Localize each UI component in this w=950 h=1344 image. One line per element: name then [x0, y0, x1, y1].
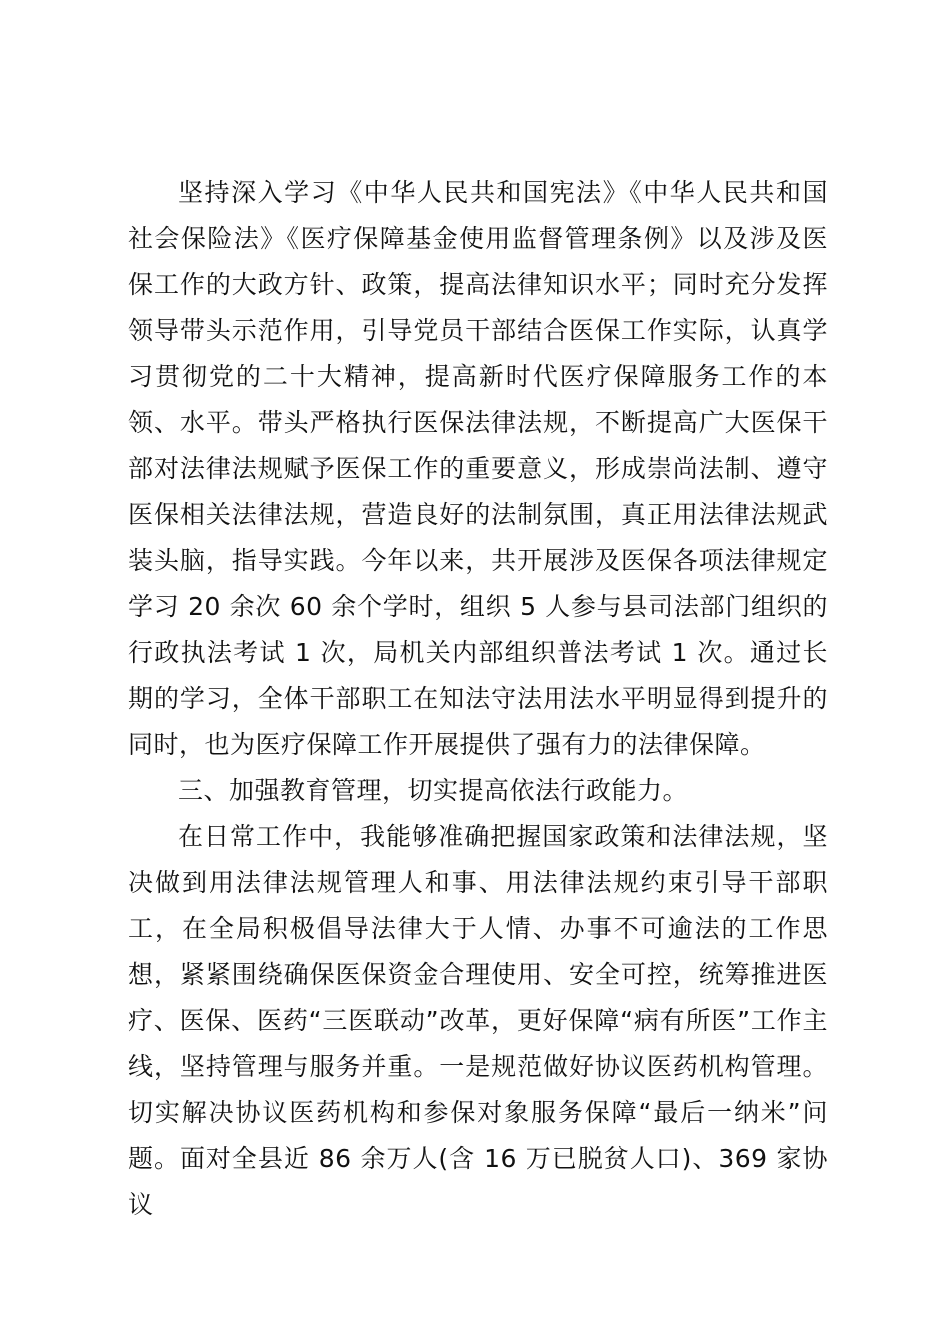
document-body: [128, 170, 828, 1228]
section-heading: 三、加强教育管理，切实提高依法行政能力。: [178, 776, 689, 805]
paragraph-legal-study: 坚持深入学习《中华人民共和国宪法》《中华人民共和国社会保险法》《医疗保障基金使用监督管理条例》以及涉及医保工作的大政方针、政策，提高法律知识水平；同时充分发挥领导带头示范作用，引导党员干部结合医保工作实际，认真学习贯彻党的二十大精神，提高新时代医疗保障服务工作的本领、水平。带头严格执行医保法律法规，不断提高广大医保干部对法律法规赋予医保工作的重要意义，形成崇尚法制、遵守医保相关法律法规，营造良好的法制氛围，真正用法律法规武装头脑，指导实践。今年以来，共开展涉及医保各项法律规定学习 20 余次 60 余个学时，组织 5 人参与县司法部门组织的行政执法考试 1 次，局机关内部组织普法考试 1 次。通过长期的学习，全体干部职工在知法守法用法水平明显得到提升的同时，也为医疗保障工作开展提供了强有力的法律保障。: [128, 178, 828, 759]
paragraph-daily-work: 在日常工作中，我能够准确把握国家政策和法律法规，坚决做到用法律法规管理人和事、用法律法规约束引导干部职工，在全局积极倡导法律大于人情、办事不可逾法的工作思想，紧紧围绕确保医保资金合理使用、安全可控，统筹推进医疗、医保、医药“三医联动”改革，更好保障“病有所医”工作主线，坚持管理与服务并重。一是规范做好协议医药机构管理。切实解决协议医药机构和参保对象服务保障“最后一纳米”问题。面对全县近 86 余万人(含 16 万已脱贫人口)、369 家协议: [128, 822, 828, 1219]
